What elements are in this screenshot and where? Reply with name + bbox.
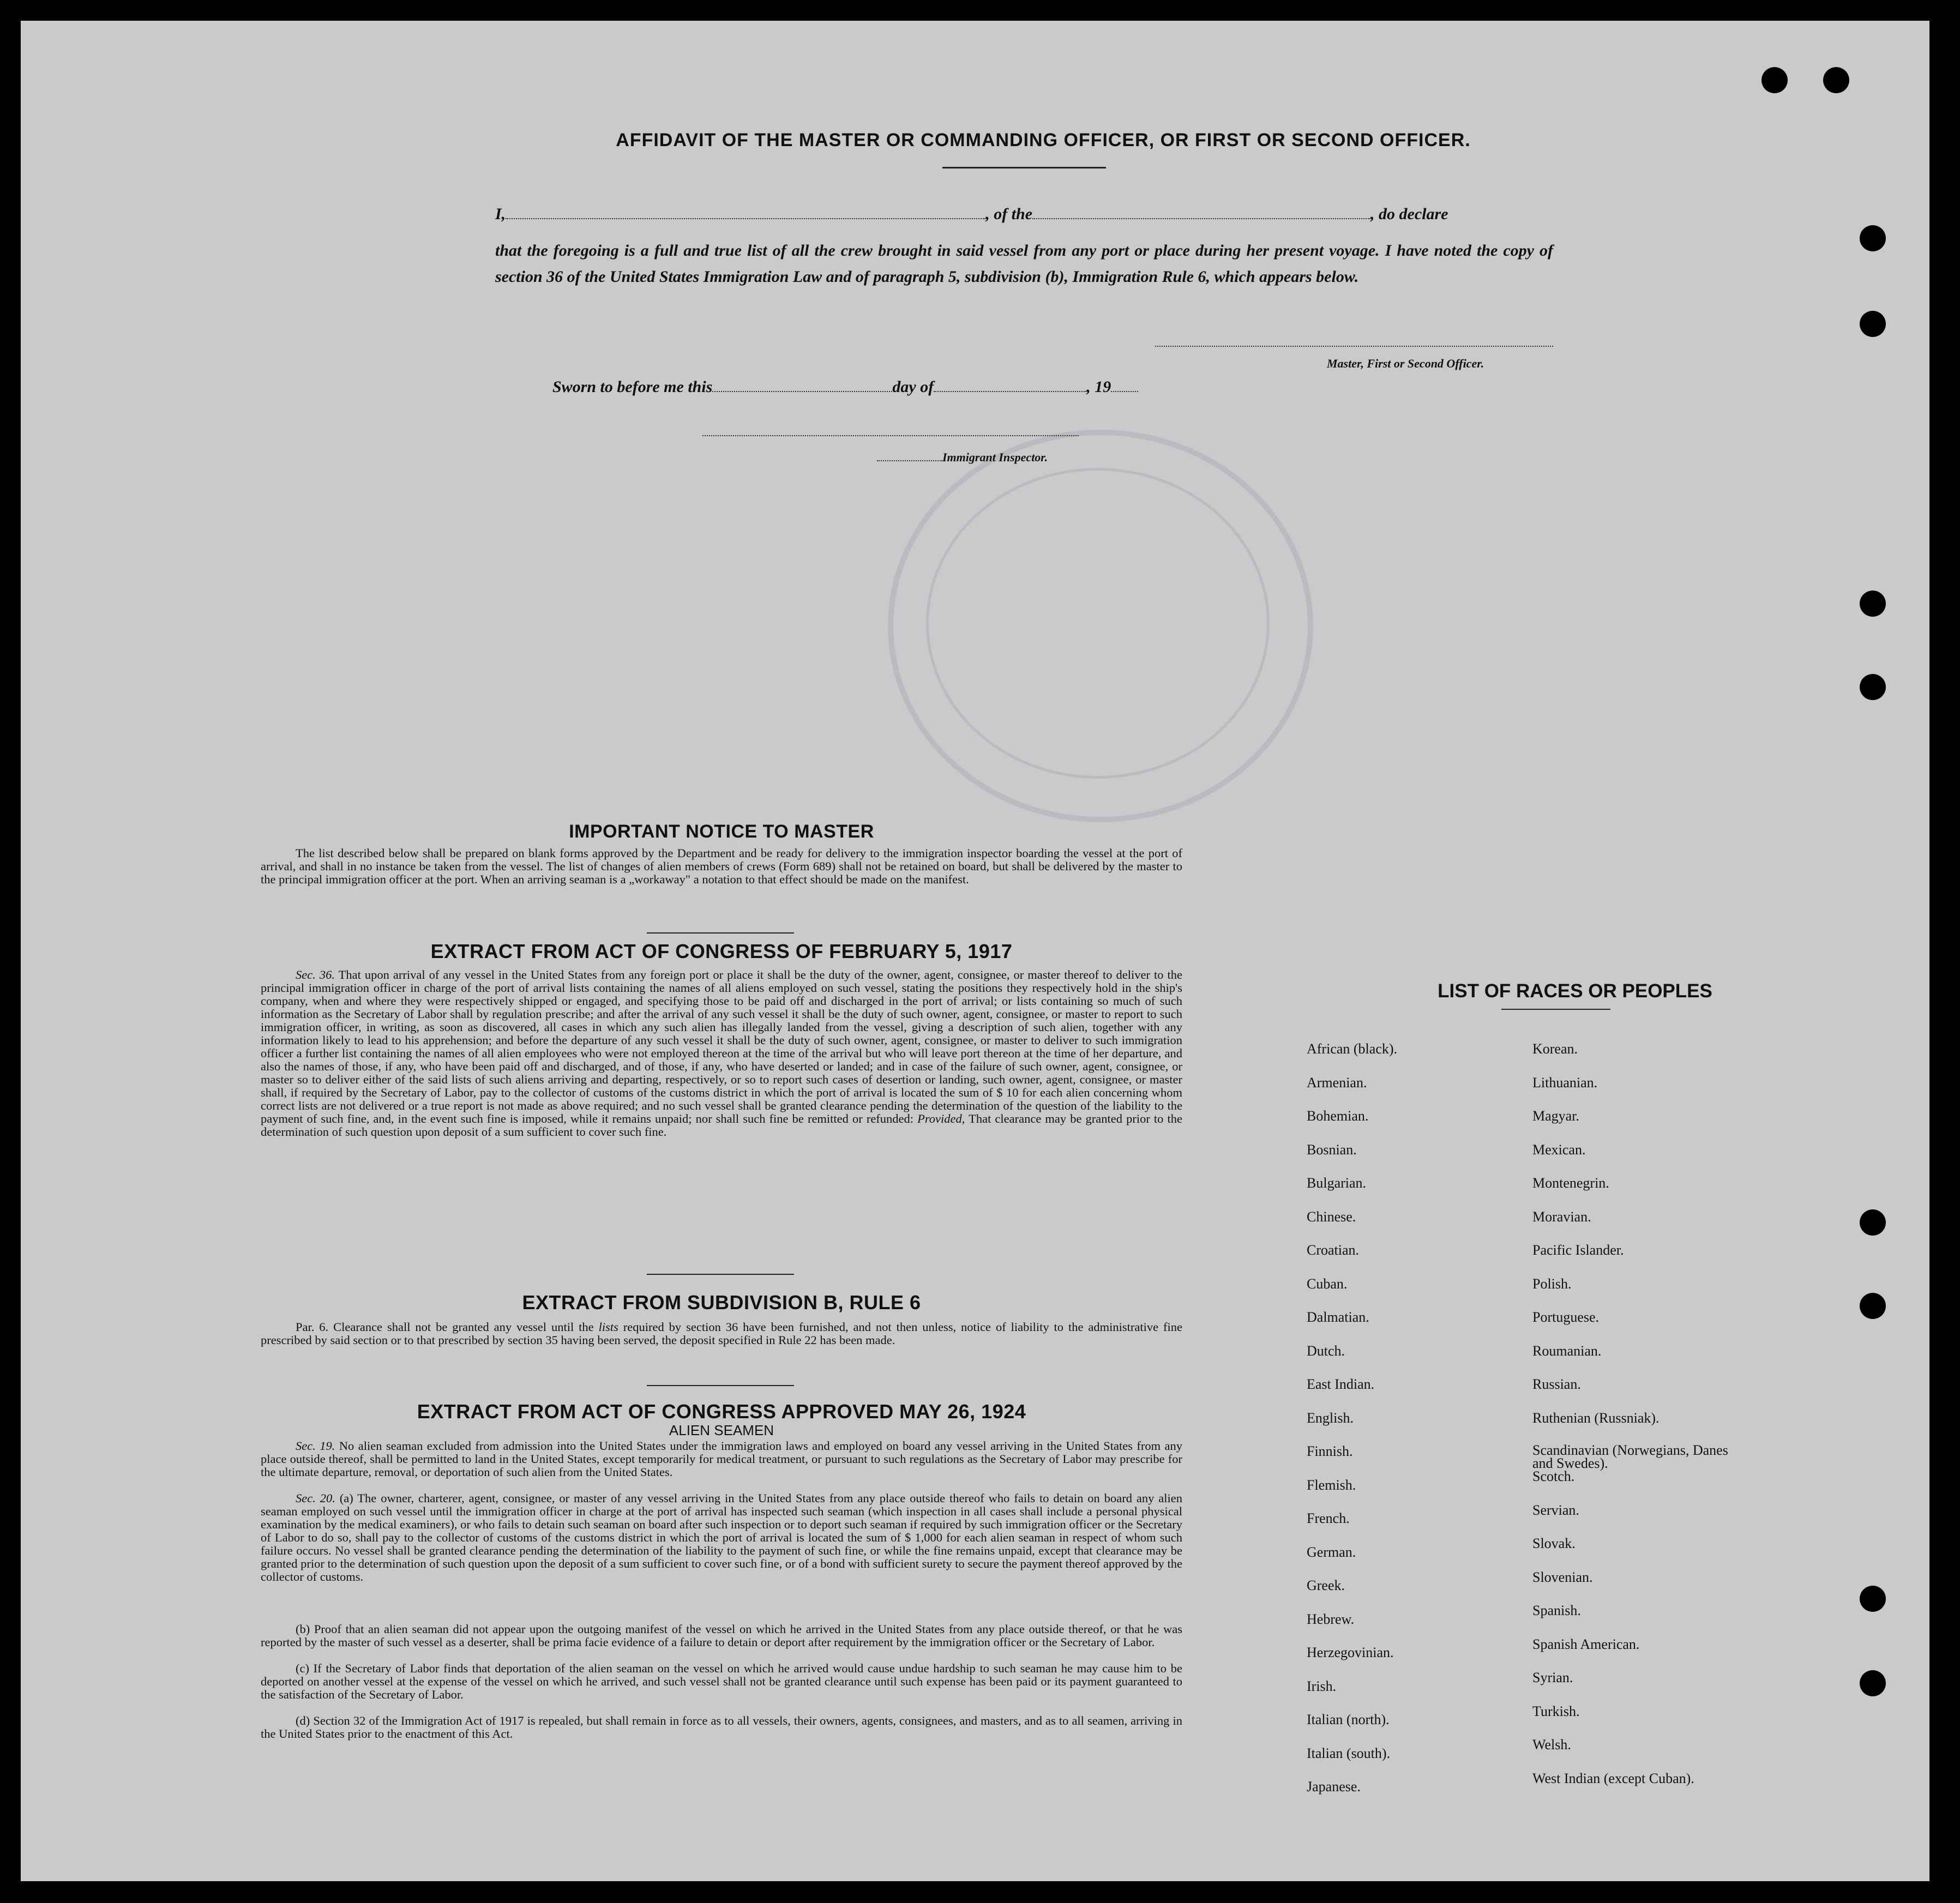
rule6-body-start: Par. 6. Clearance shall not be granted any vessel until the: [296, 1320, 594, 1334]
extract-rule6-title: EXTRACT FROM SUBDIVISION B, RULE 6: [522, 1291, 921, 1314]
punch-hole: [1860, 1293, 1886, 1319]
provided-word: Provided,: [917, 1112, 965, 1125]
sworn-month-blank[interactable]: [934, 378, 1086, 392]
race-item: Roumanian.: [1532, 1342, 1602, 1359]
race-item: West Indian (except Cuban).: [1532, 1770, 1694, 1786]
race-item: African (black).: [1307, 1041, 1398, 1057]
race-item: Mexican.: [1532, 1141, 1586, 1158]
race-item: Armenian.: [1307, 1074, 1367, 1091]
sworn-year-label: , 19: [1086, 378, 1111, 396]
races-list-right: [1532, 1041, 1729, 1804]
rule6-body-end: required by section 36 have been furnished, and not then unless, notice of liability to the administrative fine prescribed by said section or to that prescribed by section 35 having been served, the deposit specified in Rule 22 has been made.: [261, 1320, 1183, 1347]
race-item: Italian (south).: [1307, 1745, 1391, 1761]
sec-20c-text: (c) If the Secretary of Labor finds that deportation of the alien seaman on the vessel on which he arrived would cause undue hardship to such seaman he may cause him to be deported on another vessel at the expense of the vessel on which he arrived, and such vessel shall not be granted clearance until such expense has been paid or its payment guaranteed to the satisfaction of the Secretary of Labor.: [261, 1661, 1182, 1701]
punch-hole: [1860, 1670, 1886, 1696]
affidavit-declaration-line: [495, 205, 1448, 224]
race-item: Flemish.: [1307, 1477, 1356, 1493]
inspector-label-line: [877, 450, 1048, 465]
race-item: Hebrew.: [1307, 1611, 1355, 1627]
race-item: Spanish American.: [1532, 1636, 1640, 1652]
race-item: Herzegovinian.: [1307, 1645, 1394, 1660]
inspector-label: Immigrant Inspector.: [942, 450, 1048, 464]
sec-20b-text: (b) Proof that an alien seaman did not appear upon the outgoing manifest of the vessel on which he arrived in the United States from any place outside thereof, or that he was reported by the master of such vessel as a deserter, shall be prima facie evidence of a failure to detain or deport after requirement by the immigration officer or the Secretary of Labor.: [261, 1622, 1182, 1649]
notice-text: The list described below shall be prepared on blank forms approved by the Department and be ready for delivery to the immigration inspector boarding the vessel at the port of arrival, and shall in no instance be taken from the vessel. The list of changes of alien members of crews (Form 689) shall not be retained on board, but shall be delivered by the master to the principal immigration officer at the port. When an arriving seaman is a „workaway" a notation to that effect should be made on the manifest.: [261, 846, 1182, 886]
affidavit-i-label: I,: [495, 205, 506, 223]
notice-divider: [647, 932, 794, 934]
extract-rule6-divider: [647, 1385, 794, 1386]
race-item: Scotch.: [1532, 1468, 1575, 1484]
sec-19-label: Sec. 19.: [296, 1439, 335, 1453]
affidavit-of-the-label: , of the: [985, 205, 1033, 223]
races-title: LIST OF RACES OR PEOPLES: [1438, 980, 1712, 1002]
race-item: Pacific Islander.: [1532, 1242, 1624, 1258]
sworn-date-blank[interactable]: [712, 378, 892, 392]
race-item: Welsh.: [1532, 1737, 1571, 1753]
race-item: Russian.: [1532, 1376, 1581, 1392]
punch-hole: [1823, 67, 1849, 93]
race-item: Slovenian.: [1532, 1569, 1593, 1585]
sec-20a-text: [261, 1492, 1182, 1583]
race-item: Cuban.: [1307, 1275, 1348, 1292]
race-item: East Indian.: [1307, 1376, 1375, 1392]
affidavit-title: AFFIDAVIT OF THE MASTER OR COMMANDING OFFICER, OR FIRST OR SECOND OFFICER.: [616, 130, 1471, 150]
race-item: German.: [1307, 1544, 1356, 1560]
race-item: Portuguese.: [1532, 1309, 1600, 1325]
race-item: Italian (north).: [1307, 1712, 1390, 1727]
race-item: Japanese.: [1307, 1779, 1361, 1794]
sworn-line: [552, 378, 1138, 396]
race-item: Slovak.: [1532, 1535, 1576, 1551]
lists-word: lists: [598, 1320, 618, 1334]
extract-1924-title: EXTRACT FROM ACT OF CONGRESS APPROVED MAY 26, 1924: [417, 1400, 1026, 1423]
race-item: Magyar.: [1532, 1108, 1579, 1124]
punch-hole: [1761, 67, 1788, 93]
document-page: [21, 21, 1929, 1881]
faint-seal-stamp-inner: [926, 468, 1270, 779]
punch-hole: [1860, 674, 1886, 700]
race-item: Greek.: [1307, 1577, 1345, 1593]
race-item: Montenegrin.: [1532, 1175, 1609, 1191]
race-item: Chinese.: [1307, 1208, 1356, 1225]
race-item: Spanish.: [1532, 1603, 1581, 1618]
master-signature-label: Master, First or Second Officer.: [1327, 357, 1484, 370]
race-item: Servian.: [1532, 1502, 1579, 1518]
sworn-prefix: Sworn to before me this: [552, 378, 713, 396]
affidavit-title-rule: [942, 167, 1106, 168]
inspector-signature-blank[interactable]: [702, 422, 1079, 436]
sec-19-body: No alien seaman excluded from admission into the United States under the immigration laws and employed on board any vessel arriving in the United States from any place outside thereof, shall be permitted to land in the United States, except temporarily for medical treatment, or pursuant to such regulations as the Secretary of Labor may prescribe for the ultimate departure, removal, or deportation of such alien from the United States.: [261, 1439, 1182, 1479]
punch-hole: [1860, 225, 1886, 251]
sec-20-label: Sec. 20.: [296, 1491, 335, 1505]
extract-1917-text: [261, 968, 1182, 1139]
punch-hole: [1860, 311, 1886, 337]
punch-hole: [1860, 591, 1886, 617]
race-item: Turkish.: [1532, 1703, 1580, 1719]
race-item: Irish.: [1307, 1678, 1337, 1694]
race-item: Bohemian.: [1307, 1108, 1369, 1124]
race-item: Bulgarian.: [1307, 1175, 1367, 1191]
race-item: Dalmatian.: [1307, 1309, 1369, 1325]
affidavit-declare-label: , do declare: [1370, 205, 1448, 223]
races-title-rule: [1501, 1009, 1610, 1010]
race-item: Polish.: [1532, 1275, 1572, 1292]
sec-36-body: That upon arrival of any vessel in the United States from any foreign port or place it shall be the duty of the owner, agent, consignee, or master thereof to deliver to the principal immigration officer in charge of the port of arrival lists containing the names of all aliens employed on such vessel, stating the positions they respectively hold in the ship's company, when and where they were respectively shipped or engaged, and specifying those to be paid off and discharged in the port of arrival; or lists containing so much of such information as the Secretary of Labor shall by regulation prescribe; and after the arrival of any such vessel it shall be the duty of such owner, agent, consignee, or master to report to such immigration officer, in writing, as soon as discovered, all cases in which any such alien has illegally landed from the vessel, giving a description of such alien, together with any information likely to lead to his apprehension; and before the departure of any such vessel it shall be the duty of such owner, agent, consignee, or master to deliver to such immigration officer a further list containing the names of all alien employees who were not employed thereon at the time of the arrival but who will leave port thereon at the time of her departure, and also the names of those, if any, who have been paid off and discharged, and of those, if any, who have deserted or landed; and in case of the failure of such owner, agent, consignee, or master so to deliver either of the said lists of such aliens arriving and departing, respectively, or so to report such cases of desertion or landing, such owner, agent, consignee, or master shall, if required by the Secretary of Labor, pay to the collector of customs of the customs district in which the port of arrival is located the sum of $ 10 for each alien concerning whom correct lists are not delivered or a true report is not made as above required; and no such vessel shall be granted clearance pending the determination of the question of the liability to the payment of such fine, and, in the event such fine is imposed, while it remains unpaid; nor shall such fine be remitted or refunded:: [261, 968, 1182, 1125]
race-item: Dutch.: [1307, 1342, 1345, 1359]
extract-1917-divider: [647, 1274, 794, 1275]
extract-1924-subtitle: ALIEN SEAMEN: [669, 1422, 774, 1438]
race-item: English.: [1307, 1410, 1354, 1426]
race-item: French.: [1307, 1510, 1350, 1526]
races-list-left: [1307, 1041, 1397, 1813]
race-item: Scandinavian (Norwegians, Danes and Swedes).: [1532, 1442, 1728, 1471]
extract-rule6-text: [261, 1321, 1182, 1347]
race-item: Finnish.: [1307, 1443, 1353, 1459]
sec-19-text: [261, 1440, 1182, 1479]
sworn-year-blank[interactable]: [1111, 378, 1138, 392]
notice-title: IMPORTANT NOTICE TO MASTER: [569, 821, 874, 842]
punch-hole: [1860, 1586, 1886, 1612]
name-blank[interactable]: [506, 205, 985, 219]
sec-36-label: Sec. 36.: [296, 968, 335, 981]
race-item: Bosnian.: [1307, 1141, 1357, 1158]
affidavit-body: that the foregoing is a full and true list of all the crew brought in said vessel from any port or place during her present voyage. I have noted the copy of section 36 of the United States Immigration Law and of paragraph 5, subdivision (b), Immigration Rule 6, which appears below.: [495, 242, 1553, 286]
race-item: Lithuanian.: [1532, 1074, 1598, 1091]
sec-20d-text: (d) Section 32 of the Immigration Act of 1917 is repealed, but shall remain in force as to all vessels, their owners, agents, consignees, and masters, and as to all seamen, arriving in the United States prior to the enactment of this Act.: [261, 1714, 1182, 1741]
inspector-title-blank[interactable]: [877, 451, 942, 461]
master-signature-blank[interactable]: [1155, 333, 1553, 347]
race-item: Ruthenian (Russniak).: [1532, 1410, 1660, 1426]
race-item: Syrian.: [1532, 1670, 1573, 1685]
vessel-blank[interactable]: [1032, 205, 1370, 219]
extract-1917-title: EXTRACT FROM ACT OF CONGRESS OF FEBRUARY 5, 1917: [430, 940, 1013, 962]
race-item: Croatian.: [1307, 1242, 1360, 1258]
sec-20a-body: (a) The owner, charterer, agent, consignee, or master of any vessel arriving in the United States from any place outside thereof who fails to detain on board any alien seaman employed on such vessel until the immigration officer in charge at the port of arrival has inspected such seaman (which inspection in all cases shall include a personal physical examination by the medical examiners), or who fails to detain such seaman on board after such inspection or to deport such seaman if required by such immigration officer or the Secretary of Labor to do so, shall pay to the collector of customs of the customs district in which the port of arrival is located the sum of $ 1,000 for each alien seaman in respect of whom such failure occurs. No vessel shall be granted clearance pending the determination of the liability to the payment of such fine, or while the fine remains unpaid, except that clearance may be granted prior to the determination of such question upon the deposit of a sum sufficient to cover such fine, or of a bond with sufficient surety to secure the payment thereof approved by the collector of customs.: [261, 1491, 1182, 1583]
race-item: Korean.: [1532, 1041, 1578, 1057]
sworn-day-label: day of: [892, 378, 934, 396]
punch-hole: [1860, 1209, 1886, 1236]
race-item: Moravian.: [1532, 1208, 1591, 1225]
sec-36-body-end: That clearance may be granted prior to the determination of such question upon deposit of a sum sufficient to cover such fine.: [261, 1112, 1183, 1139]
